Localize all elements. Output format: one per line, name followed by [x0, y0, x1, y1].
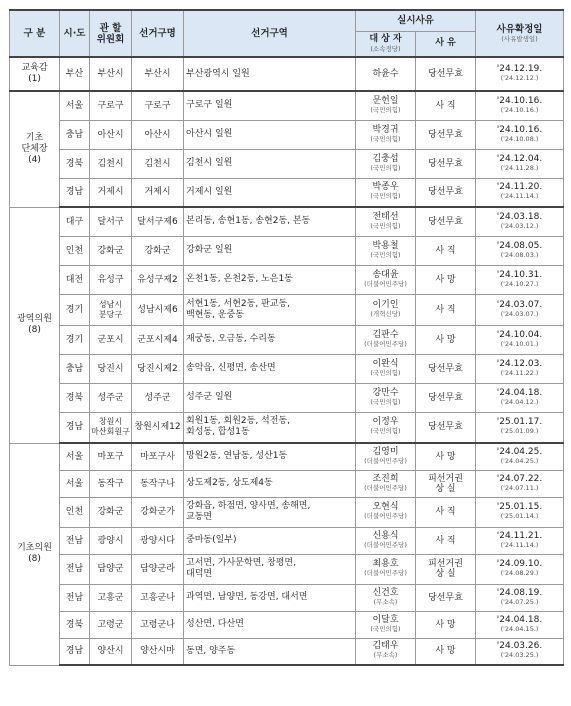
district-cell: 거제시 일원	[184, 178, 356, 207]
constituency-cell: 담양군라	[132, 554, 184, 584]
table-row	[10, 325, 564, 354]
constituency-cell: 강화군	[132, 236, 184, 265]
candidate-name: 김태우	[372, 641, 399, 652]
district-cell: 동면, 양주동	[184, 638, 356, 665]
committee-cell: 부산시	[90, 57, 132, 91]
table-row	[10, 236, 564, 265]
constituency-cell: 달서구제6	[132, 207, 184, 236]
candidate-name: 오현식	[372, 502, 399, 512]
candidate-name: 이완식	[372, 358, 399, 369]
candidate-party: (개혁신당)	[370, 309, 401, 318]
confirm-date: '24.10.04.	[496, 329, 543, 340]
committee-cell: 동작구	[90, 470, 132, 497]
occur-date: ('24.04.12.)	[500, 397, 539, 406]
category-cell: 기초 단체장 (4)	[10, 91, 60, 207]
region-cell: 충남	[60, 120, 90, 149]
candidate-party: (국민의힘)	[370, 250, 401, 259]
committee-cell: 강화군	[90, 497, 132, 527]
candidate-name: 이기인	[372, 299, 399, 310]
occur-date: ('24.11.22.)	[500, 368, 539, 377]
district-cell: 서현1동, 서현2동, 판교동, 백현동, 운중동	[184, 294, 356, 325]
table-row	[10, 497, 564, 527]
region-cell: 전남	[60, 554, 90, 584]
category-cell: 교육감 (1)	[10, 57, 60, 91]
candidate-cell	[356, 383, 416, 412]
constituency-cell: 강화군가	[132, 497, 184, 527]
constituency-cell: 성남시제6	[132, 294, 184, 325]
candidate-name: 전태선	[372, 211, 399, 222]
table-row	[10, 611, 564, 638]
district-cell: 김천시 일원	[184, 149, 356, 178]
committee-cell: 창원시 마산회원구	[90, 412, 132, 443]
date-cell	[476, 638, 564, 665]
date-cell	[476, 91, 564, 120]
constituency-cell: 동작구나	[132, 470, 184, 497]
constituency-cell: 당진시제2	[132, 354, 184, 383]
reason-cell: 당선무효	[416, 354, 476, 383]
constituency-cell: 거제시	[132, 178, 184, 207]
candidate-party: (더불어민주당)	[364, 569, 407, 577]
confirm-date: '25.01.17.	[496, 417, 543, 428]
candidate-party: (국민의힘)	[370, 624, 401, 633]
region-cell: 대구	[60, 207, 90, 236]
occur-date: ('24.04.25.)	[500, 456, 539, 465]
candidate-cell	[356, 412, 416, 443]
confirm-date: '24.08.19.	[496, 587, 543, 598]
district-cell: 본리동, 송현1동, 송현2동, 본동	[184, 207, 356, 236]
header-date-label: 사유확정일	[496, 24, 543, 35]
occur-date: ('24.10.27.)	[500, 279, 539, 288]
district-cell: 강화읍, 하점면, 양사면, 송해면, 교동면	[184, 497, 356, 527]
occur-date: ('24.08.03.)	[500, 250, 539, 259]
category-cell: 광역의원 (8)	[10, 207, 60, 443]
header-reason-group: 실시사유	[356, 10, 476, 31]
table-row	[10, 527, 564, 554]
committee-cell: 성남시 분당구	[90, 294, 132, 325]
table-row	[10, 265, 564, 294]
region-cell: 경북	[60, 383, 90, 412]
occur-date: ('24.03.12.)	[500, 221, 539, 230]
candidate-cell	[356, 236, 416, 265]
district-cell: 상도제2동, 상도제4동	[184, 470, 356, 497]
category-cell: 기초의원 (8)	[10, 443, 60, 665]
table-row	[10, 207, 564, 236]
table-row	[10, 412, 564, 443]
candidate-name: 강만수	[372, 387, 399, 398]
district-cell: 온천1동, 온천2동, 노은1동	[184, 265, 356, 294]
candidate-cell	[356, 584, 416, 611]
candidate-party: (무소속)	[373, 597, 398, 606]
candidate-cell	[356, 354, 416, 383]
occur-date: ('25.01.14.)	[500, 512, 539, 520]
candidate-party: (더불어민주당)	[364, 279, 407, 288]
reason-cell: 당선무효	[416, 207, 476, 236]
candidate-party: (국민의힘)	[370, 192, 401, 201]
by-election-table	[9, 9, 564, 666]
candidate-name: 하윤수	[372, 68, 399, 79]
candidate-name: 박경귀	[372, 124, 399, 135]
candidate-name: 최용호	[372, 559, 399, 569]
header-cause: 사 유	[416, 31, 476, 57]
committee-cell: 아산시	[90, 120, 132, 149]
header-date	[476, 10, 564, 57]
header-date-sub: (사유발생일)	[501, 35, 538, 43]
reason-cell: 당선무효	[416, 584, 476, 611]
confirm-date: '24.04.18.	[496, 387, 543, 398]
header-district: 선거구역	[184, 10, 356, 57]
candidate-cell	[356, 294, 416, 325]
region-cell: 부산	[60, 57, 90, 91]
table-row	[10, 383, 564, 412]
district-cell: 재궁동, 오금동, 수리동	[184, 325, 356, 354]
reason-cell: 당선무효	[416, 57, 476, 91]
reason-cell: 당선무효	[416, 149, 476, 178]
region-cell: 서울	[60, 443, 90, 470]
confirm-date: '24.04.18.	[496, 614, 543, 625]
candidate-cell	[356, 120, 416, 149]
constituency-cell: 양산시마	[132, 638, 184, 665]
candidate-cell	[356, 470, 416, 497]
candidate-name: 송대윤	[372, 269, 399, 280]
date-cell	[476, 354, 564, 383]
table-row	[10, 91, 564, 120]
candidate-name: 김충섭	[372, 153, 399, 164]
district-cell: 회원1동, 회원2동, 석전동, 회성동, 합성1동	[184, 412, 356, 443]
date-cell	[476, 470, 564, 497]
region-cell: 경기	[60, 325, 90, 354]
district-cell: 성산면, 다산면	[184, 611, 356, 638]
occur-date: ('24.03.07.)	[500, 309, 539, 318]
candidate-party: (무소속)	[373, 651, 398, 660]
district-cell: 강화군 일원	[184, 236, 356, 265]
candidate-name: 김영미	[372, 446, 399, 457]
candidate-name: 이달호	[372, 614, 399, 625]
table-row	[10, 354, 564, 383]
candidate-party: (더불어민주당)	[364, 512, 407, 520]
reason-cell: 사 망	[416, 443, 476, 470]
table-body	[10, 57, 564, 665]
constituency-cell: 유성구제2	[132, 265, 184, 294]
reason-cell: 사 직	[416, 527, 476, 554]
constituency-cell: 창원시제12	[132, 412, 184, 443]
reason-cell: 사 망	[416, 611, 476, 638]
candidate-cell	[356, 611, 416, 638]
district-cell: 중마동(일부)	[184, 527, 356, 554]
candidate-party: (국민의힘)	[370, 163, 401, 172]
date-cell	[476, 554, 564, 584]
candidate-party: (국민의힘)	[370, 134, 401, 143]
candidate-party: (국민의힘)	[370, 105, 401, 114]
reason-cell: 피선거권 상 실	[416, 554, 476, 584]
date-cell	[476, 207, 564, 236]
committee-cell: 마포구	[90, 443, 132, 470]
committee-cell: 거제시	[90, 178, 132, 207]
table-row	[10, 149, 564, 178]
date-cell	[476, 236, 564, 265]
table-header	[10, 10, 564, 57]
candidate-cell	[356, 638, 416, 665]
header-committee: 관 할 위원회	[90, 10, 132, 57]
reason-cell: 당선무효	[416, 383, 476, 412]
reason-cell: 피선거권 상 실	[416, 470, 476, 497]
committee-cell: 구로구	[90, 91, 132, 120]
date-cell	[476, 383, 564, 412]
committee-cell: 고령군	[90, 611, 132, 638]
confirm-date: '24.12.03.	[496, 358, 543, 369]
confirm-date: '24.03.26.	[496, 641, 543, 652]
confirm-date: '24.11.20.	[496, 182, 543, 193]
header-region: 시·도	[60, 10, 90, 57]
region-cell: 경북	[60, 611, 90, 638]
reason-cell: 사 직	[416, 497, 476, 527]
date-cell	[476, 325, 564, 354]
candidate-name: 박종우	[372, 182, 399, 193]
committee-cell: 군포시	[90, 325, 132, 354]
table-row	[10, 470, 564, 497]
candidate-party: (더불어민주당)	[364, 456, 407, 465]
table-row	[10, 294, 564, 325]
confirm-date: '24.10.16.	[496, 95, 543, 106]
date-cell	[476, 178, 564, 207]
candidate-cell	[356, 527, 416, 554]
committee-cell: 김천시	[90, 149, 132, 178]
header-target	[356, 31, 416, 57]
district-cell: 성주군 일원	[184, 383, 356, 412]
committee-cell: 유성구	[90, 265, 132, 294]
reason-cell: 사 직	[416, 91, 476, 120]
occur-date: ('24.10.08.)	[500, 134, 539, 143]
occur-date: ('24.11.28.)	[500, 163, 539, 172]
district-cell: 망원2동, 연남동, 성산1동	[184, 443, 356, 470]
confirm-date: '25.01.15.	[496, 502, 543, 512]
region-cell: 인천	[60, 497, 90, 527]
occur-date: ('24.10.01.)	[500, 339, 539, 348]
header-constituency: 선거구명	[132, 10, 184, 57]
date-cell	[476, 412, 564, 443]
region-cell: 대전	[60, 265, 90, 294]
committee-cell: 성주군	[90, 383, 132, 412]
date-cell	[476, 294, 564, 325]
reason-cell: 사 직	[416, 294, 476, 325]
candidate-cell	[356, 265, 416, 294]
candidate-party: (국민의힘)	[370, 368, 401, 377]
reason-cell: 당선무효	[416, 120, 476, 149]
candidate-cell	[356, 149, 416, 178]
region-cell: 경남	[60, 412, 90, 443]
date-cell	[476, 149, 564, 178]
date-cell	[476, 443, 564, 470]
committee-cell: 달서구	[90, 207, 132, 236]
region-cell: 서울	[60, 91, 90, 120]
candidate-party: (더불어민주당)	[364, 483, 407, 492]
date-cell	[476, 584, 564, 611]
district-cell: 송악읍, 신평면, 송산면	[184, 354, 356, 383]
candidate-party: (더불어민주당)	[364, 540, 407, 549]
candidate-name: 이정우	[372, 417, 399, 428]
confirm-date: '24.04.25.	[496, 446, 543, 457]
confirm-date: '24.10.31.	[496, 269, 543, 280]
occur-date: ('24.12.12.)	[500, 74, 539, 82]
reason-cell: 사 직	[416, 236, 476, 265]
candidate-party: (국민의힘)	[370, 427, 401, 436]
district-cell: 과역면, 남양면, 동강면, 대서면	[184, 584, 356, 611]
occur-date: ('24.07.25.)	[500, 597, 539, 606]
constituency-cell: 아산시	[132, 120, 184, 149]
region-cell: 충남	[60, 354, 90, 383]
reason-cell: 사 망	[416, 265, 476, 294]
confirm-date: '24.09.10.	[496, 559, 543, 569]
constituency-cell: 고령군나	[132, 611, 184, 638]
candidate-name: 조진희	[372, 473, 399, 484]
occur-date: ('24.11.14.)	[500, 540, 539, 549]
constituency-cell: 구로구	[132, 91, 184, 120]
header-target-label: 대 상 자	[369, 34, 402, 45]
table-row	[10, 554, 564, 584]
candidate-name: 김판수	[372, 329, 399, 340]
candidate-cell	[356, 443, 416, 470]
committee-cell: 강화군	[90, 236, 132, 265]
constituency-cell: 마포구사	[132, 443, 184, 470]
confirm-date: '24.08.05.	[496, 240, 543, 251]
region-cell: 경남	[60, 178, 90, 207]
reason-cell: 당선무효	[416, 178, 476, 207]
candidate-party: (더불어민주당)	[364, 339, 407, 348]
committee-cell: 당진시	[90, 354, 132, 383]
occur-date: ('24.07.11.)	[500, 483, 539, 492]
committee-cell: 양산시	[90, 638, 132, 665]
date-cell	[476, 265, 564, 294]
date-cell	[476, 120, 564, 149]
constituency-cell: 광양시다	[132, 527, 184, 554]
confirm-date: '24.12.19.	[496, 64, 543, 74]
candidate-cell	[356, 91, 416, 120]
region-cell: 경북	[60, 149, 90, 178]
committee-cell: 광양시	[90, 527, 132, 554]
constituency-cell: 군포시제4	[132, 325, 184, 354]
date-cell	[476, 57, 564, 91]
header-target-sub: (소속정당)	[370, 45, 401, 54]
committee-cell: 고흥군	[90, 584, 132, 611]
constituency-cell: 고흥군나	[132, 584, 184, 611]
candidate-party: (국민의힘)	[370, 221, 401, 230]
constituency-cell: 성주군	[132, 383, 184, 412]
district-cell: 부산광역시 일원	[184, 57, 356, 91]
occur-date: ('24.08.29.)	[500, 569, 539, 577]
table-row	[10, 57, 564, 91]
candidate-cell	[356, 497, 416, 527]
constituency-cell: 부산시	[132, 57, 184, 91]
region-cell: 경남	[60, 638, 90, 665]
occur-date: ('24.04.15.)	[500, 624, 539, 633]
candidate-name: 박용철	[372, 240, 399, 251]
confirm-date: '24.03.18.	[496, 211, 543, 222]
table-row	[10, 443, 564, 470]
header-category: 구 분	[10, 10, 60, 57]
candidate-cell	[356, 325, 416, 354]
candidate-name: 신건호	[372, 587, 399, 598]
confirm-date: '24.12.04.	[496, 153, 543, 164]
candidate-name: 문헌일	[372, 95, 399, 106]
date-cell	[476, 497, 564, 527]
confirm-date: '24.10.16.	[496, 124, 543, 135]
candidate-name: 신용식	[372, 530, 399, 541]
table-row	[10, 120, 564, 149]
region-cell: 인천	[60, 236, 90, 265]
region-cell: 전남	[60, 527, 90, 554]
committee-cell: 담양군	[90, 554, 132, 584]
district-cell: 구로구 일원	[184, 91, 356, 120]
confirm-date: '24.07.22.	[496, 473, 543, 484]
reason-cell: 사 망	[416, 325, 476, 354]
confirm-date: '24.03.07.	[496, 299, 543, 310]
confirm-date: '24.11.21.	[496, 530, 543, 541]
occur-date: ('24.10.16.)	[500, 105, 539, 114]
candidate-cell	[356, 178, 416, 207]
district-cell: 고서면, 가사문학면, 창평면, 대덕면	[184, 554, 356, 584]
table-row	[10, 638, 564, 665]
date-cell	[476, 611, 564, 638]
reason-cell: 당선무효	[416, 412, 476, 443]
candidate-cell	[356, 57, 416, 91]
candidate-party: (국민의힘)	[370, 397, 401, 406]
region-cell: 서울	[60, 470, 90, 497]
date-cell	[476, 527, 564, 554]
occur-date: ('24.03.25.)	[500, 651, 539, 660]
table-row	[10, 178, 564, 207]
candidate-cell	[356, 554, 416, 584]
occur-date: ('25.01.09.)	[500, 427, 539, 436]
region-cell: 전남	[60, 584, 90, 611]
candidate-cell	[356, 207, 416, 236]
occur-date: ('24.11.14.)	[500, 192, 539, 201]
district-cell: 아산시 일원	[184, 120, 356, 149]
reason-cell: 사 망	[416, 638, 476, 665]
region-cell: 경기	[60, 294, 90, 325]
table-row	[10, 584, 564, 611]
constituency-cell: 김천시	[132, 149, 184, 178]
